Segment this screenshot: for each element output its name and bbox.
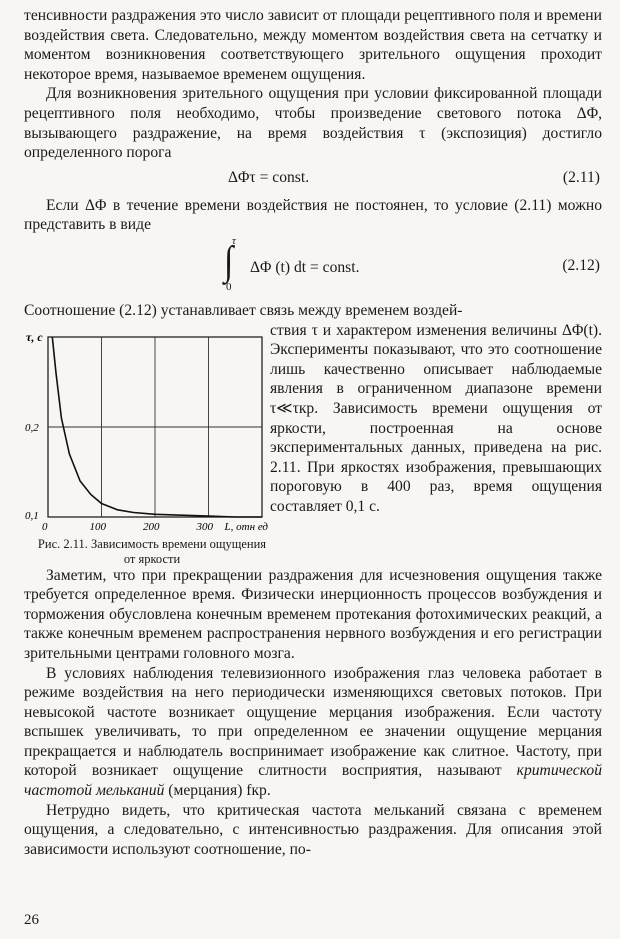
- paragraph-4-first-line: Соотношение (2.12) устанавливает связь между временем воздей-: [24, 301, 463, 319]
- figure-caption: Рис. 2.11. Зависимость времени ощущения от яркости: [37, 536, 267, 566]
- formula-2-12-number: (2.12): [562, 256, 600, 274]
- paragraph-6-end: (мерцания) fкр.: [164, 782, 271, 800]
- integral-upper-limit: τ: [232, 234, 236, 247]
- paragraph-2: Для возникновения зрительного ощущения при условии фиксированной площади рецептивного поля необходимо, чтобы произведение светового потока ΔΦ, вызывающего раздражение, на время воздействия τ (экспозиция) достигло определенного порога: [24, 85, 602, 162]
- formula-2-11-number: (2.11): [562, 168, 600, 186]
- x-axis-label: L, отн ед: [224, 520, 269, 533]
- y-tick-label: 0,1: [25, 509, 39, 522]
- formula-2-12-expression: [220, 234, 360, 293]
- page-number: 26: [24, 912, 39, 928]
- x-tick-label: 300: [196, 520, 213, 533]
- paragraph-3: Если ΔΦ в течение времени воздействия не постоянен, то условие (2.11) можно представить в виде: [24, 196, 602, 234]
- figure-block: [24, 321, 602, 566]
- y-axis-label: τ, c: [26, 329, 43, 344]
- figure-2-11: [24, 323, 270, 566]
- chart-svg: [24, 323, 270, 535]
- x-tick-label: 100: [89, 520, 106, 533]
- paragraph-4-continued: ствия τ и характером изменения величины ΔΦ(t). Эксперименты показывают, что это соотношение лишь качественно описывает наблюдаемые явления в ограниченном диапазоне времени τ≪τкр. Зависимость времени ощущения от яркости, построенная на основе экспериментальных данных, приведена на рис. 2.11. При яркостях изображения, превышающих пороговую в 400 раз, время ощущения составляет 0,1 с.: [270, 321, 602, 515]
- paragraph-6-text: В условиях наблюдения телевизионного изображения глаз человека работает в режиме воздействия на него периодически изменяющихся световых потоков. При невысокой частоте возникает ощущение мерцания изображения. Если частоту вспышек увеличивать, то при определенном ее значении ощущение мерцания прекращается и наблюдатель воспринимает изображение как слитное. Частоту, при которой возникает ощущение слитности восприятия, называют: [24, 664, 602, 780]
- paragraph-5: Заметим, что при прекращении раздражения для исчезновения ощущения также требуется определенное время. Физически инерционность процессов возбуждения и торможения обусловлена конечным временем протекания фотохимических реакций, а также конечным временем распространения нервного возбуждения и его регистрации зрительными центрами головного мозга.: [24, 566, 602, 662]
- integral-lower-limit: 0: [226, 280, 232, 293]
- formula-2-11: [24, 166, 602, 192]
- paragraph-6: [24, 664, 602, 801]
- page-content: [24, 6, 602, 859]
- paragraph-7: Нетрудно видеть, что критическая частота мельканий связана с временем ощущения, а следовательно, с интенсивностью раздражения. Для описания этой зависимости используют соотношение, по-: [24, 801, 602, 858]
- formula-2-12: [24, 234, 602, 297]
- integral-body: ΔΦ (t) dt = const.: [250, 258, 360, 276]
- formula-2-11-expression: ΔΦτ = const.: [228, 168, 310, 186]
- y-tick-label: 0,2: [25, 421, 39, 434]
- integral-sign: τ ∫ 0: [224, 234, 236, 293]
- critical-frequency-term: критической частотой мельканий: [24, 762, 602, 800]
- paragraph-1: тенсивности раздражения это число зависит от площади рецептивного поля и времени воздействия света. Следовательно, между моментом воздействия света на сетчатку и моментом возникновения соответствующего зрительного ощущения проходит некоторое время, называемое временем ощущения.: [24, 7, 602, 83]
- x-tick-label: 200: [143, 520, 160, 533]
- x-tick-label: 0: [42, 520, 48, 533]
